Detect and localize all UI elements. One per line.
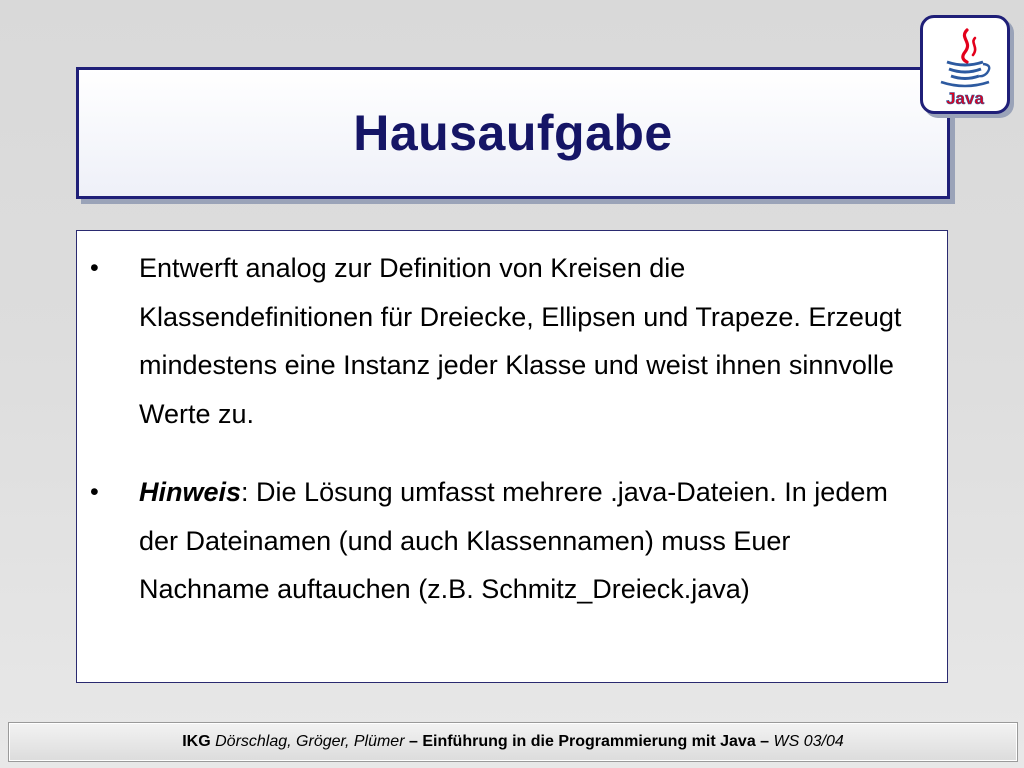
footer-term-text: WS 03/04	[773, 733, 844, 750]
hint-label-text: Hinweis	[139, 477, 242, 507]
footer-course-text: – Einführung in die Programmierung mit Java –	[408, 733, 770, 750]
content-box	[76, 230, 948, 683]
page-title: Hausaufgabe	[353, 105, 673, 161]
bullet-text	[139, 468, 919, 614]
java-logo-box	[920, 15, 1010, 114]
hint-text: : Die Lösung umfasst mehrere .java-Dateien. In jedem der Dateinamen (und auch Klassennamen) muss Euer Nachname auftauchen (z.B. Schmitz_Dreieck.java)	[139, 477, 888, 604]
hint-label	[139, 477, 241, 507]
footer-org-text: IKG	[182, 733, 211, 750]
footer-authors	[215, 733, 409, 751]
footer-authors-text: Dörschlag, Gröger, Plümer	[215, 733, 405, 750]
footer	[8, 722, 1018, 762]
footer-org	[182, 733, 215, 751]
title-box	[76, 67, 950, 199]
java-logo-text: Java	[946, 89, 984, 108]
bullet-marker: •	[90, 478, 99, 506]
bullet-marker: •	[90, 254, 99, 282]
footer-term	[774, 733, 844, 751]
footer-course	[409, 733, 774, 751]
java-coffee-cup-logo-icon	[923, 18, 1007, 111]
bullet-text: Entwerft analog zur Definition von Kreisen die Klassendefinitionen für Dreiecke, Ellipsen und Trapeze. Erzeugt mindestens eine Instanz jeder Klasse und weist ihnen sinnvolle Werte zu.	[139, 253, 902, 429]
